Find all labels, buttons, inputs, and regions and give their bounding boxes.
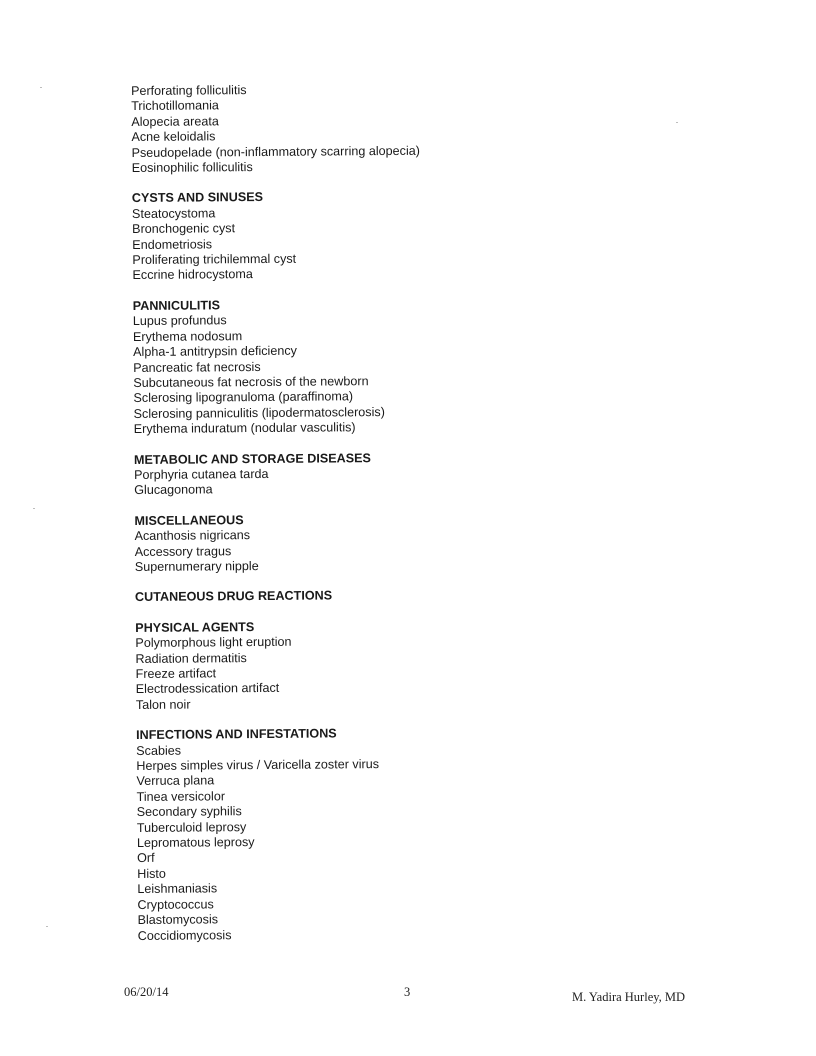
list-item: Herpes simples virus / Varicella zoster virus [136, 757, 380, 774]
list-item: Blastomycosis [137, 912, 219, 928]
list-item: Polymorphous light eruption [135, 634, 292, 651]
list-item: Lepromatous leprosy [136, 835, 255, 851]
section-item-list [134, 525, 694, 576]
section-item-list [136, 739, 698, 944]
list-item: Talon noir [135, 697, 191, 712]
list-item: Porphyria cutanea tarda [134, 466, 269, 482]
list-item: Leishmaniasis [137, 881, 218, 897]
section-item-list [133, 310, 694, 438]
section-heading: METABOLIC AND STORAGE DISEASES [133, 450, 371, 467]
section [133, 294, 694, 437]
list-item: Verruca plana [136, 773, 215, 789]
section [134, 448, 694, 499]
list-item: Pseudopelade (non-inflammatory scarring alopecia) [131, 143, 421, 160]
list-item: Sclerosing lipogranuloma (paraffinoma) [133, 389, 354, 406]
list-item: Tuberculoid leprosy [136, 819, 247, 835]
scan-speck [33, 508, 35, 509]
scan-speck [676, 122, 678, 123]
scan-speck [40, 87, 42, 88]
footer-date: 06/20/14 [124, 985, 169, 999]
section-item-list [132, 202, 693, 283]
list-item: Scabies [136, 743, 182, 758]
list-item: Subcutaneous fat necrosis of the newborn [133, 374, 369, 390]
list-item: Erythema nodosum [132, 328, 243, 344]
section-item-list [135, 632, 696, 713]
list-item: Sclerosing panniculitis (lipodermatosclerosis) [133, 404, 385, 421]
section-heading: CYSTS AND SINUSES [131, 190, 264, 206]
list-item: Tinea versicolor [136, 789, 226, 804]
list-item: Bronchogenic cyst [132, 221, 236, 237]
section-heading: MISCELLANEOUS [134, 512, 244, 528]
list-item: Perforating folliculitis [131, 83, 247, 98]
list-item: Cryptococcus [137, 897, 214, 912]
list-item: Electrodessication artifact [135, 681, 280, 697]
list-item: Supernumerary nipple [134, 558, 259, 574]
list-item: Histo [137, 866, 166, 881]
list-item: Erythema induratum (nodular vasculitis) [133, 420, 356, 437]
list-item: Glucagonoma [134, 482, 213, 498]
list-item: Secondary syphilis [136, 804, 242, 820]
section [132, 187, 693, 284]
list-item: Coccidiomycosis [137, 927, 232, 943]
list-item: Endometriosis [132, 237, 213, 252]
list-item: Lupus profundus [132, 313, 227, 329]
list-item: Steatocystoma [131, 206, 216, 221]
list-item: Radiation dermatitis [135, 650, 247, 666]
footer-page-number: 3 [404, 985, 411, 999]
list-item: Acanthosis nigricans [134, 528, 251, 544]
list-item: Accessory tragus [134, 543, 232, 559]
section [134, 509, 694, 575]
list-item: Orf [137, 851, 155, 866]
scan-speck [46, 926, 48, 927]
list-item: Pancreatic fat necrosis [133, 359, 261, 375]
section [131, 80, 692, 177]
section-heading: PANNICULITIS [132, 298, 221, 313]
section-heading: INFECTIONS AND INFESTATIONS [136, 726, 337, 743]
section-heading: PHYSICAL AGENTS [135, 619, 255, 635]
list-item: Acne keloidalis [131, 129, 216, 145]
list-item: Eccrine hidrocystoma [132, 267, 253, 283]
list-item: Alopecia areata [131, 114, 219, 129]
section-item-list [131, 80, 692, 177]
section [135, 586, 695, 606]
list-item: Eosinophilic folliculitis [131, 160, 253, 176]
list-item: Proliferating trichilemmal cyst [132, 251, 297, 268]
footer-author: M. Yadira Hurley, MD [572, 990, 686, 1004]
list-item: Freeze artifact [135, 666, 217, 681]
list-item: Alpha-1 antitrypsin deficiency [133, 343, 297, 360]
section-heading: CUTANEOUS DRUG REACTIONS [134, 588, 333, 605]
section [135, 616, 696, 713]
document-body [131, 80, 698, 959]
list-item: Trichotillomania [131, 98, 219, 114]
section-item-list [134, 464, 694, 499]
section [136, 724, 698, 944]
